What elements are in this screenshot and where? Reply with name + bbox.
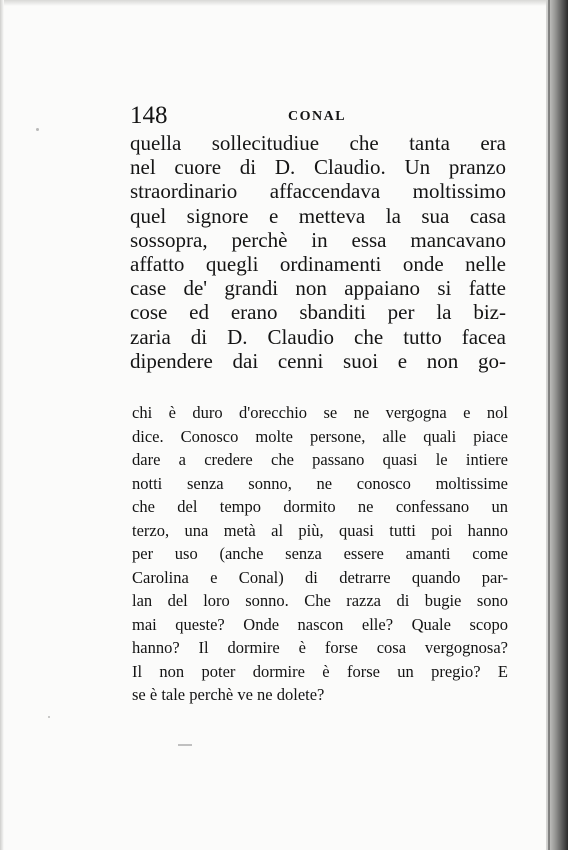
footnote-line: dice. Conosco molte persone, alle quali piace (132, 426, 508, 446)
text-line: dipendere dai cenni suoi e non go- (130, 348, 506, 373)
text-line: case de' grandi non appaiano si fatte (130, 276, 506, 301)
scan-edge-left (0, 0, 4, 850)
text-line: nel cuore di D. Claudio. Un pranzo (130, 155, 506, 180)
footnote-line: lan del loro sonno. Che razza di bugie sono (132, 591, 508, 610)
text-line: sossopra, perchè in essa mancavano (130, 227, 506, 252)
footnote-text (132, 401, 508, 707)
page-header (130, 102, 506, 130)
scan-edge-top (0, 0, 568, 6)
scan-mark (178, 744, 192, 746)
text-line: zaria di D. Claudio che tutto facea (130, 324, 506, 349)
scan-edge-right-line (548, 0, 550, 850)
text-line: affatto quegli ordinamenti onde nelle (130, 252, 506, 277)
scan-speck (36, 128, 39, 131)
footnote-line: se è tale perchè ve ne dolete? (132, 685, 325, 704)
text-line: cose ed erano sbanditi per la biz- (130, 300, 506, 325)
footnote-line: per uso (anche senza essere amanti come (132, 544, 508, 563)
footnote-line: chi è duro d'orecchio se ne vergogna e nol (132, 403, 508, 422)
footnote-line: mai queste? Onde nascon elle? Quale scopo (132, 614, 508, 634)
main-text (130, 131, 506, 373)
footnote-line: hanno? Il dormire è forse cosa vergognosa? (132, 638, 508, 657)
text-line: straordinario affaccendava moltissimo (130, 179, 506, 204)
text-line: quel signore e metteva la sua casa (130, 203, 506, 228)
scan-speck (48, 716, 50, 718)
footnote-line: dare a credere che passano quasi le intiere (132, 450, 508, 469)
page-number: 148 (130, 102, 168, 129)
footnote-line: che del tempo dormito ne confessano un (132, 497, 508, 516)
footnote-line: Il non poter dormire è forse un pregio? E (132, 661, 508, 681)
footnote-line: notti senza sonno, ne conosco moltissime (132, 473, 508, 493)
footnote-line: Carolina e Conal) di detrarre quando par- (132, 567, 508, 587)
footnote-line: terzo, una metà al più, quasi tutti poi hanno (132, 520, 508, 540)
running-head: CONAL (288, 109, 347, 124)
text-line: quella sollecitudiue che tanta era (130, 131, 506, 155)
